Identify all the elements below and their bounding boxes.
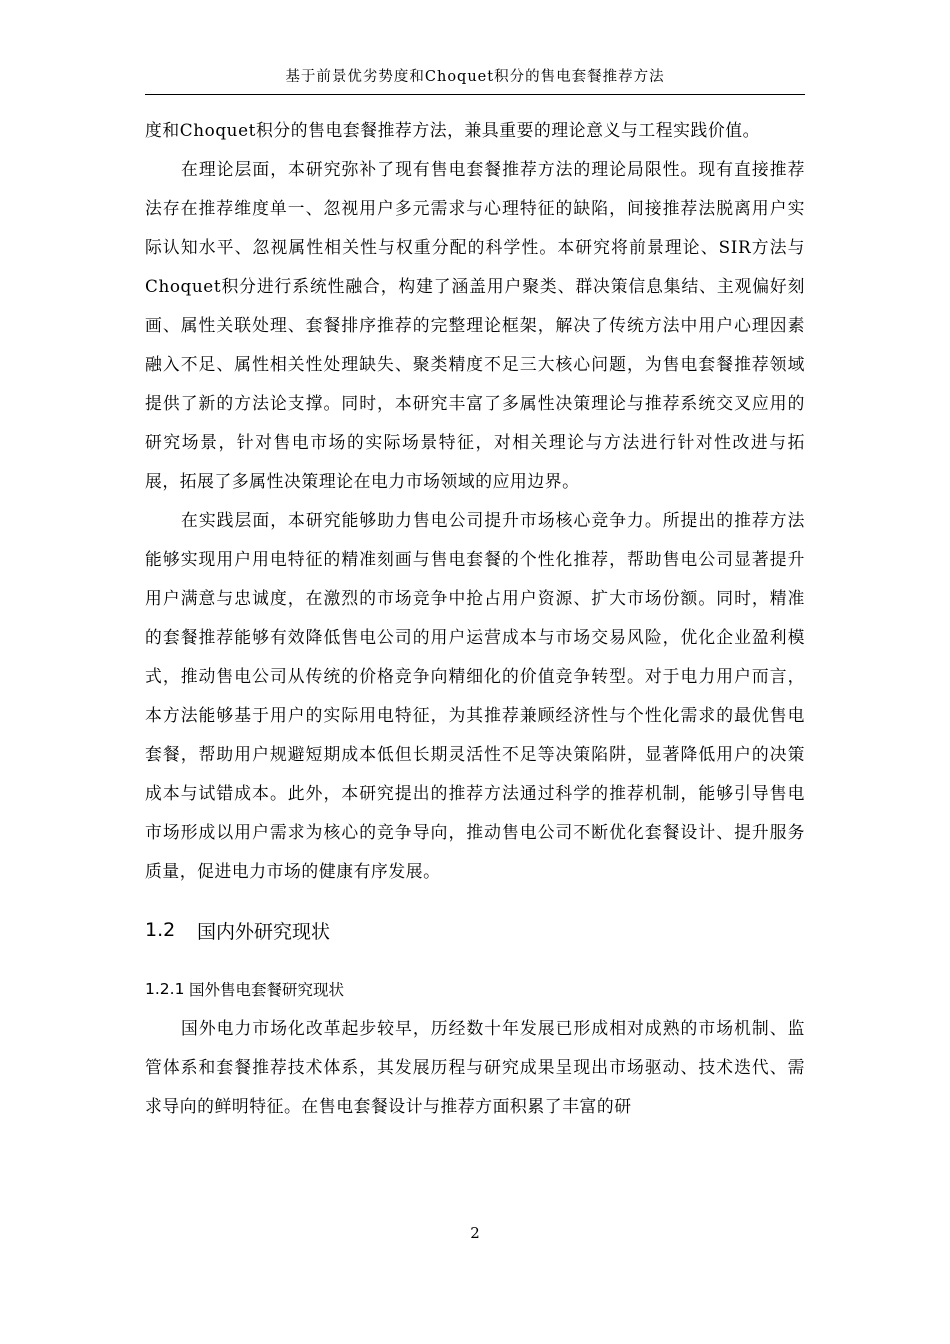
paragraph-continuation: 度和Choquet积分的售电套餐推荐方法，兼具重要的理论意义与工程实践价值。 [145,120,760,140]
page-number: 2 [470,1224,480,1242]
subsection-title: 国外售电套餐研究现状 [189,981,345,999]
paragraph-practice: 在实践层面，本研究能够助力售电公司提升市场核心竞争力。所提出的推荐方法能够实现用户用电特征的精准刻画与售电套餐的个性化推荐，帮助售电公司显著提升用户满意与忠诚度，在激烈的市场竞争中抢占用户资源、扩大市场份额。同时，精准的套餐推荐能够有效降低售电公司的用户运营成本与市场交易风险，优化企业盈利模式，推动售电公司从传统的价格竞争向精细化的价值竞争转型。对于电力用户而言，本方法能够基于用户的实际用电特征，为其推荐兼顾经济性与个性化需求的最优售电套餐，帮助用户规避短期成本低但长期灵活性不足等决策陷阱，显著降低用户的决策成本与试错成本。此外，本研究提出的推荐方法通过科学的推荐机制，能够引导售电市场形成以用户需求为核心的竞争导向，推动售电公司不断优化套餐设计、提升服务质量，促进电力市场的健康有序发展。 [145,510,805,881]
running-header: 基于前景优劣势度和Choquet积分的售电套餐推荐方法 [285,69,665,85]
header-rule [145,94,805,95]
subsection-heading [145,969,805,1009]
body-text [145,111,805,1126]
section-heading [145,891,805,969]
section-title: 国内外研究现状 [197,920,331,943]
paragraph-foreign-research: 国外电力市场化改革起步较早，历经数十年发展已形成相对成熟的市场机制、监管体系和套餐推荐技术体系，其发展历程与研究成果呈现出市场驱动、技术迭代、需求导向的鲜明特征。在售电套餐设计与推荐方面积累了丰富的研 [145,1018,805,1116]
subsection-number: 1.2.1 [145,980,185,998]
section-number: 1.2 [145,919,176,941]
paragraph-theory: 在理论层面，本研究弥补了现有售电套餐推荐方法的理论局限性。现有直接推荐法存在推荐维度单一、忽视用户多元需求与心理特征的缺陷，间接推荐法脱离用户实际认知水平、忽视属性相关性与权重分配的科学性。本研究将前景理论、SIR方法与Choquet积分进行系统性融合，构建了涵盖用户聚类、群决策信息集结、主观偏好刻画、属性关联处理、套餐排序推荐的完整理论框架，解决了传统方法中用户心理因素融入不足、属性相关性处理缺失、聚类精度不足三大核心问题，为售电套餐推荐领域提供了新的方法论支撑。同时，本研究丰富了多属性决策理论与推荐系统交叉应用的研究场景，针对售电市场的实际场景特征，对相关理论与方法进行针对性改进与拓展，拓展了多属性决策理论在电力市场领域的应用边界。 [145,159,805,491]
